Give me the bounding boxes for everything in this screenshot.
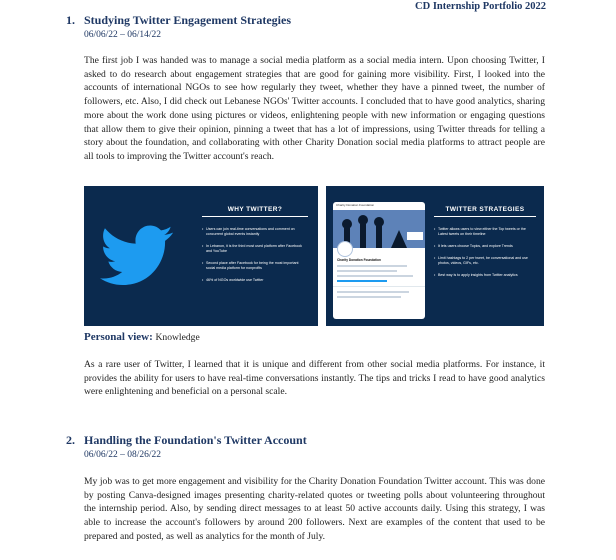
mock-line <box>337 265 407 267</box>
why-twitter-title: WHY TWITTER? <box>202 206 308 217</box>
twitter-profile-mockup <box>333 202 425 319</box>
why-twitter-bullet: • Second place after Facebook for being the most important social media platform for nonprofits <box>202 261 308 271</box>
why-twitter-bullet: • 46% of NGOs worldwide use Twitter <box>202 278 308 283</box>
section2-number: 2. <box>66 433 75 447</box>
mock-profile-topbar: Charity Donation Foundation <box>336 203 375 207</box>
personal-view-label: Personal view: <box>84 331 153 343</box>
section1-title: Studying Twitter Engagement Strategies <box>84 13 291 27</box>
slide-twitter-strategies <box>326 186 544 326</box>
strategies-title: TWITTER STRATEGIES <box>434 206 536 217</box>
mock-line <box>337 270 397 272</box>
strategies-panel <box>434 206 536 285</box>
section1-reflection: As a rare user of Twitter, I learned that it is unique and different from other social media platforms. For instance, it provides the ability for users to have real-time conversations instantly. The tips and tricks I read to have good analytics were enlightening and beneficial on a personal scale. <box>84 359 545 398</box>
mock-profile-avatar <box>337 241 353 257</box>
mock-profile-name: Charity Donation Foundation <box>337 258 381 262</box>
section1-date: 06/06/22 – 06/14/22 <box>84 30 162 40</box>
strategies-list <box>434 227 536 278</box>
why-twitter-list <box>202 227 308 283</box>
why-twitter-panel <box>202 206 308 290</box>
mock-line <box>337 296 401 298</box>
strategies-bullet: • It lets users choose Topics, and explore Trends <box>434 244 536 249</box>
section2-paragraph: My job was to get more engagement and visibility for the Charity Donation Foundation Twitter account. This was done by posting Canva-designed images presenting charity-related quotes or tweeting polls about volunteering throughout the internship period. Also, by sending direct messages to at least 50 active accounts daily. Using this strategy, I was able to increase the account's followers by around 200 followers. Next are examples of the content that used to be prepared and posted, as well as analytics for the month of July. <box>84 476 545 542</box>
personal-view-value: Knowledge <box>155 332 200 343</box>
twitter-logo-area <box>84 186 190 326</box>
why-twitter-bullet: • Users can join real-time conversations and comment on concurrent global events instantly <box>202 227 308 237</box>
section2-heading <box>66 433 307 448</box>
twitter-bird-icon <box>100 225 174 287</box>
portfolio-header: CD Internship Portfolio 2022 <box>415 1 546 12</box>
section1-number: 1. <box>66 13 75 27</box>
mock-divider <box>333 286 425 287</box>
section1-heading <box>66 13 291 28</box>
personal-view <box>84 331 200 343</box>
strategies-bullet: • Twitter allows users to view either the Top tweets or the Latest tweets on their timeline <box>434 227 536 237</box>
slide-why-twitter <box>84 186 318 326</box>
section1-paragraph: The first job I was handed was to manage a social media platform as a social media intern. Upon choosing Twitter, I asked to do research about engagement strategies that are good for gaining more visibility. First, I looked into the accounts of international NGOs to see how regularly they tweet, whether they have a pinned tweet, the number of followers, etc. Also, I did check out Lebanese NGOs' Twitter accounts. I concluded that to have good analytics, sharing more about the work done using pictures or videos, enlightening people with new information or engaging questions that allow them to give their opinion, pinning a tweet that has a lot of impressions, using Twitter threads for telling a story about the foundation, and collaborating with other Charity Donation social media platforms to attract people are all tools to improving the Twitter account's reach. <box>84 55 545 162</box>
mock-line <box>337 275 413 277</box>
mock-line <box>337 291 409 293</box>
section2-title: Handling the Foundation's Twitter Account <box>84 433 307 447</box>
why-twitter-bullet: • In Lebanon, it is the third most used platform after Facebook and YouTube <box>202 244 308 254</box>
strategies-bullet: • Limit hashtags to 2 per tweet, be conversational and use photos, videos, GIFs, etc. <box>434 256 536 266</box>
mock-line <box>337 280 387 282</box>
strategies-bullet: • Best way is to apply insights from Twitter analytics <box>434 273 536 278</box>
section2-date: 06/06/22 – 08/26/22 <box>84 450 162 460</box>
